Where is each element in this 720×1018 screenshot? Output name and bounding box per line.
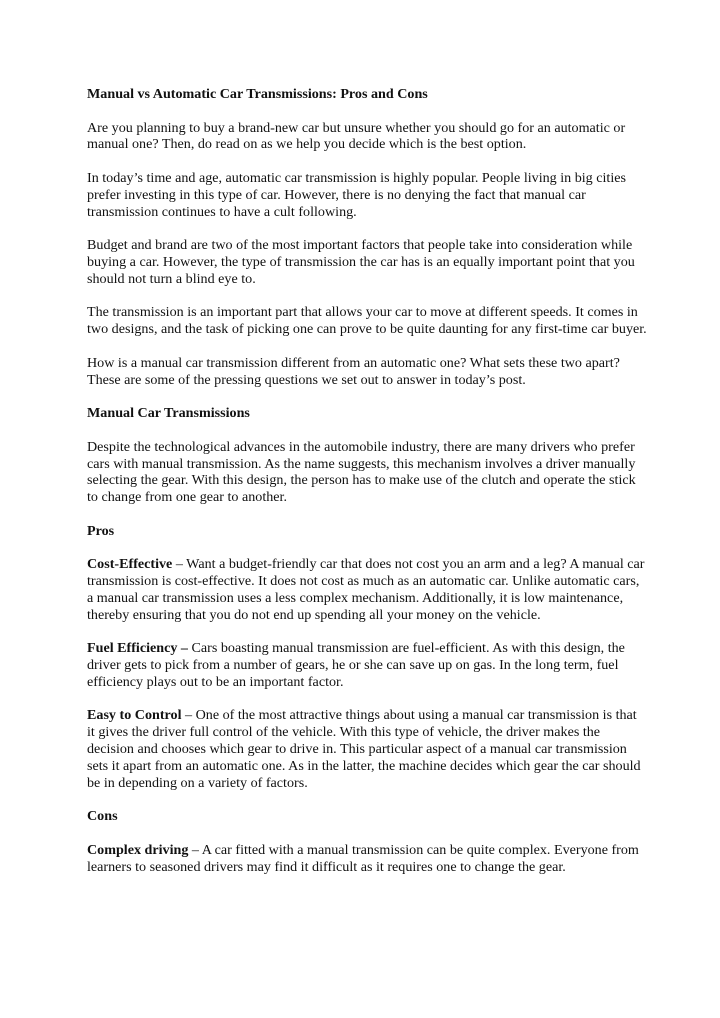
pro-text: – One of the most attractive things about using a manual car transmission is that it gives the driver full control of the vehicle. With this type of vehicle, the driver makes the decision and chooses which gear to drive in. This particular aspect of a manual car transmission sets it apart from an automatic one. As in the latter, the machine decides which gear the car should be in depending on a variety of factors. (87, 707, 641, 791)
pro-term: Fuel Efficiency – (87, 640, 188, 657)
intro-paragraph: Are you planning to buy a brand-new car but unsure whether you should go for an automatic or manual one? Then, do read on as we help you decide which is the best option. (87, 119, 626, 153)
document-title: Manual vs Automatic Car Transmissions: Pros and Cons (87, 86, 428, 102)
section-heading-manual: Manual Car Transmissions (87, 405, 250, 422)
pro-text: Cars boasting manual transmission are fuel-efficient. As with this design, the driver gets to pick from a number of gears, he or she can save up on gas. In the long term, fuel efficiency plays out to be an important factor. (87, 640, 625, 690)
manual-paragraph: Despite the technological advances in the automobile industry, there are many drivers who prefer cars with manual transmission. As the name suggests, this mechanism involves a driver manually selecting the gear. With this design, the person has to make use of the clutch and operate the stick to change from one gear to another. (87, 438, 636, 506)
pro-item-fuel-efficiency (87, 640, 647, 690)
questions-paragraph: How is a manual car transmission different from an automatic one? What sets these two apart? These are some of the pressing questions we set out to answer in today’s post. (87, 354, 620, 388)
con-item-complex-driving (87, 842, 647, 876)
document-page (87, 86, 647, 875)
budget-paragraph: Budget and brand are two of the most important factors that people take into consideration while buying a car. However, the type of transmission the car has is an equally important point that you should not turn a blind eye to. (87, 237, 635, 287)
pro-term: Easy to Control (87, 707, 182, 724)
section-heading-pros: Pros (87, 522, 115, 539)
pro-item-easy-to-control (87, 707, 647, 791)
pro-item-cost-effective (87, 556, 647, 623)
transmission-paragraph: The transmission is an important part that allows your car to move at different speeds. It comes in two designs, and the task of picking one can prove to be quite daunting for any first-time car buyer. (87, 304, 647, 338)
section-heading-cons: Cons (87, 808, 118, 825)
popularity-paragraph: In today’s time and age, automatic car transmission is highly popular. People living in big cities prefer investing in this type of car. However, there is no denying the fact that manual car transmission continues to have a cult following. (87, 169, 626, 220)
pro-term: Cost-Effective (87, 556, 173, 573)
pro-text: – Want a budget-friendly car that does not cost you an arm and a leg? A manual car transmission is cost-effective. It does not cost as much as an automatic car. Unlike automatic cars, a manual car transmission uses a less complex mechanism. Additionally, it is low maintenance, thereby ensuring that you do not end up spending all your money on the vehicle. (87, 556, 645, 623)
con-term: Complex driving (87, 841, 189, 858)
con-text: – A car fitted with a manual transmission can be quite complex. Everyone from learners to seasoned drivers may find it difficult as it requires one to change the gear. (87, 841, 639, 875)
